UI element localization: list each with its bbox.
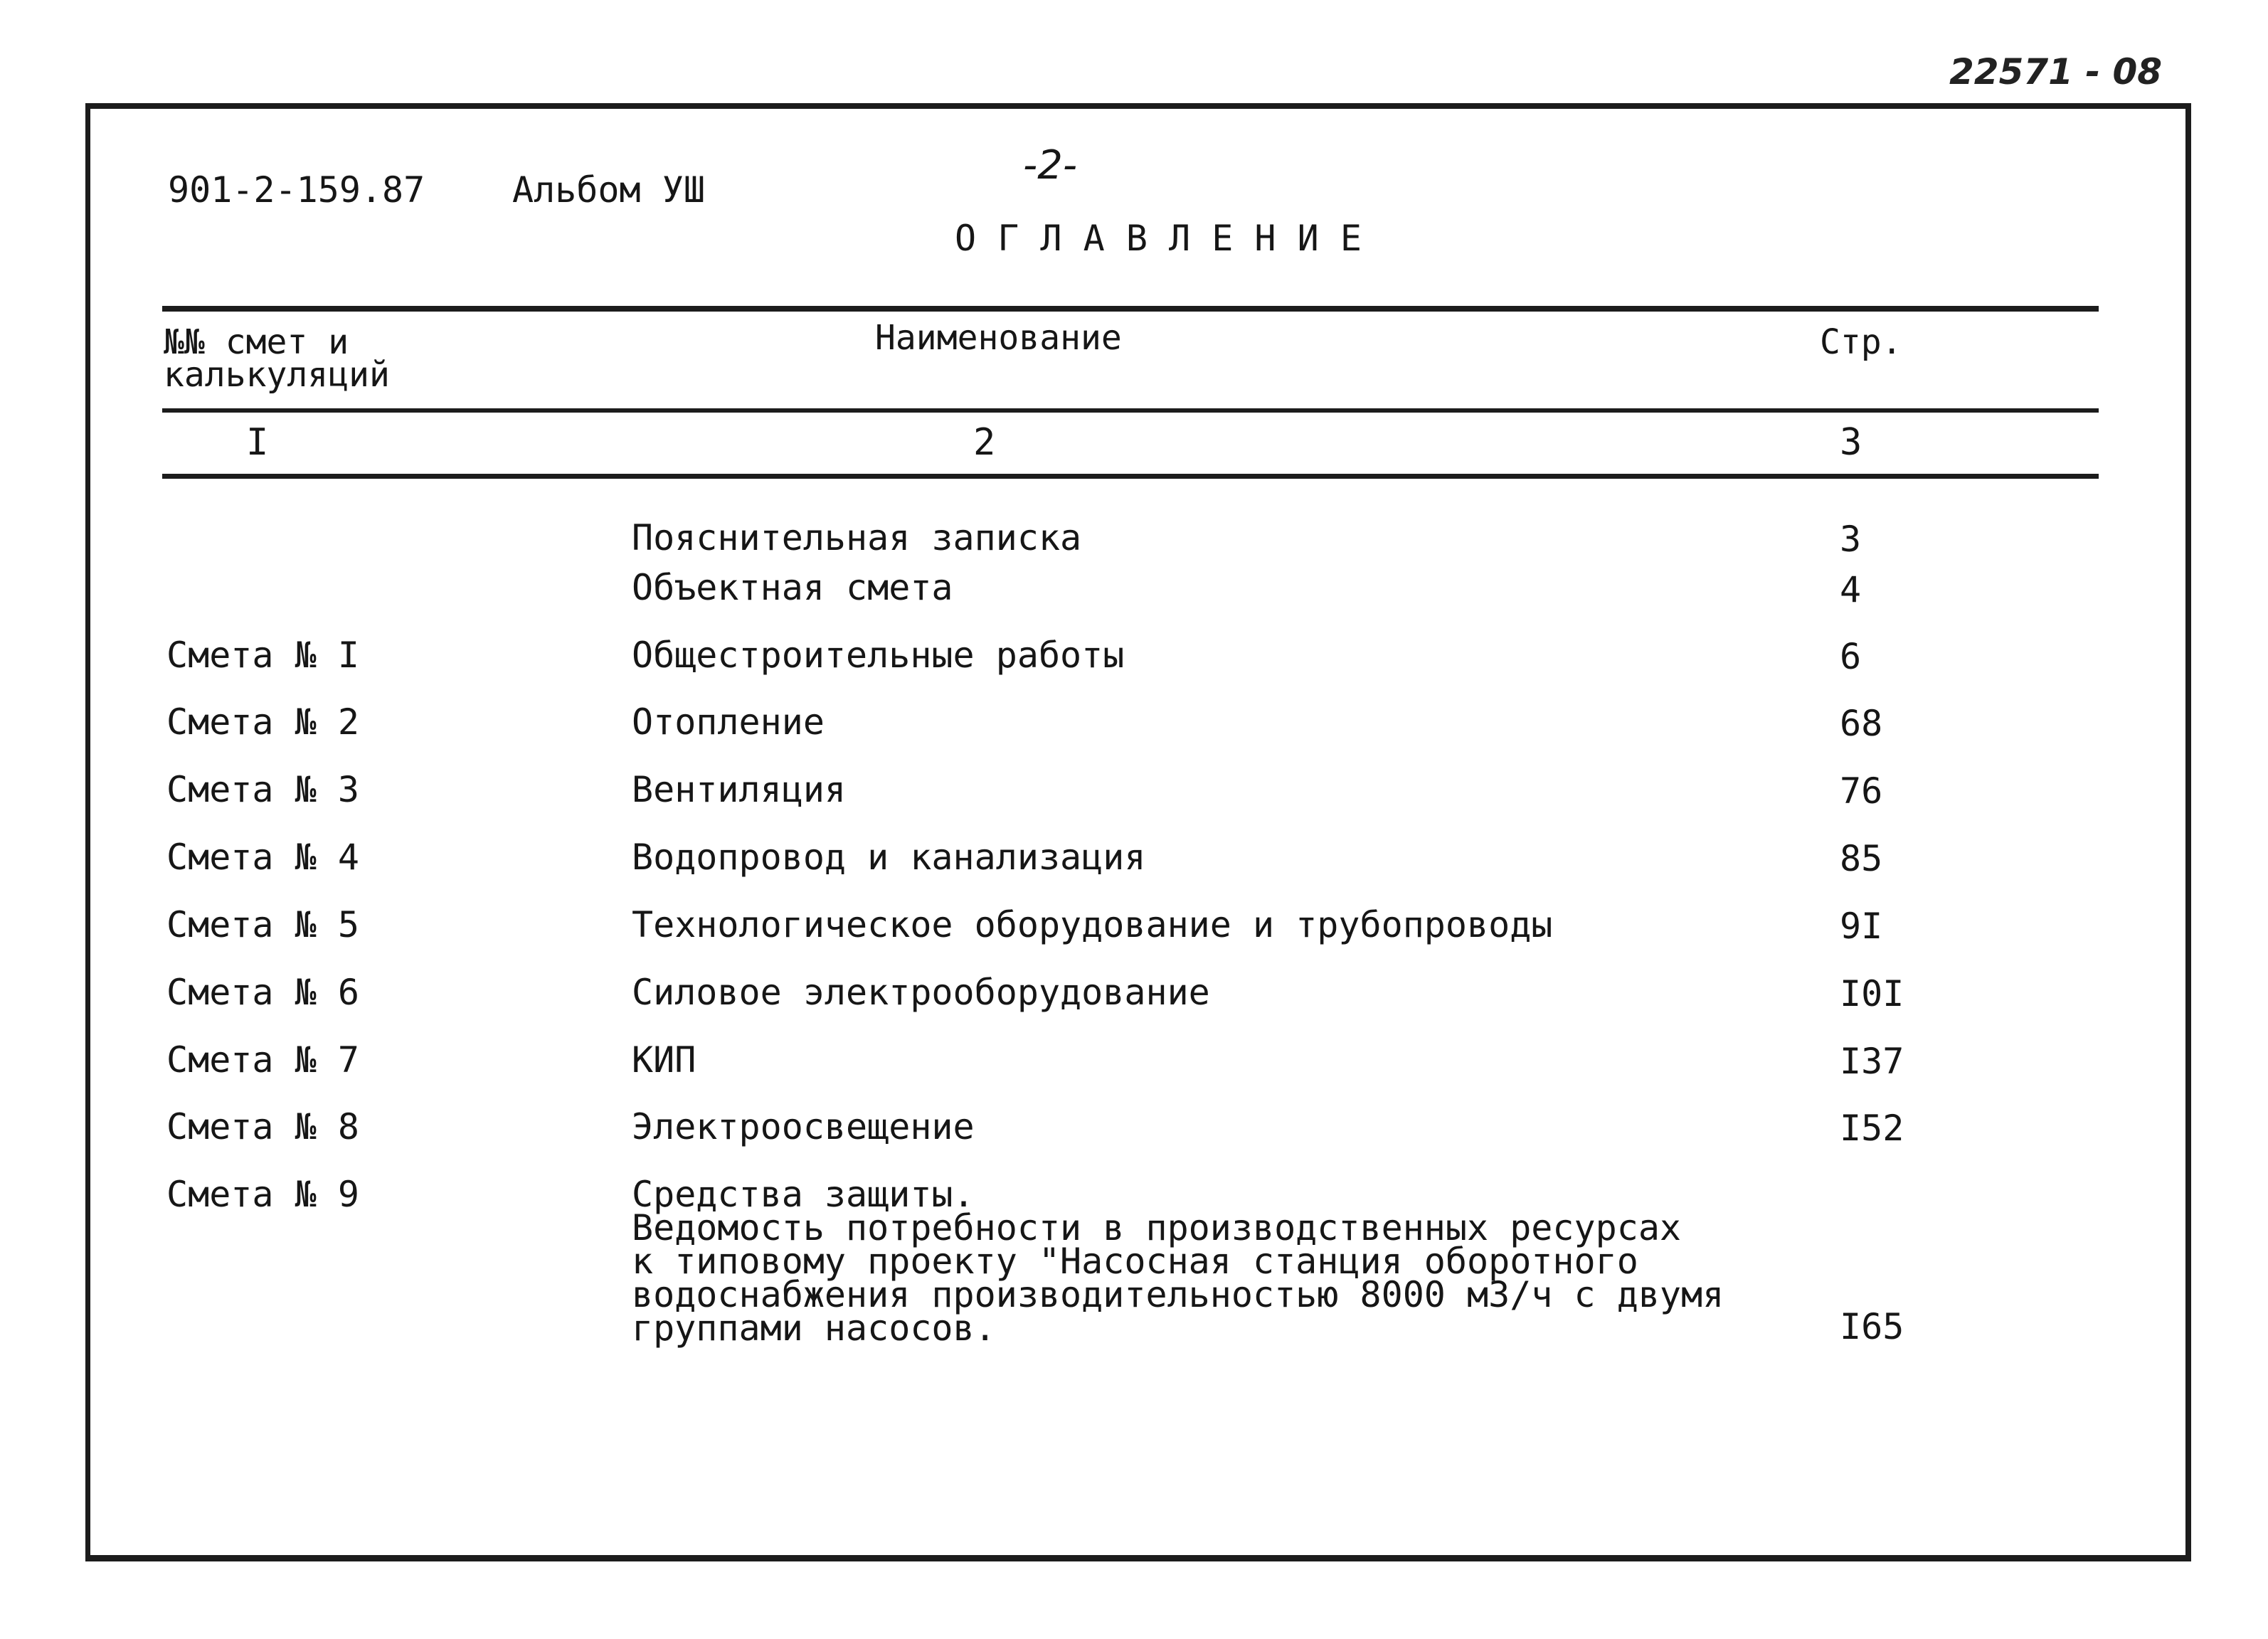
row-name: Водопровод и канализация [632,837,1146,878]
column-number-3: 3 [1840,421,1862,464]
header-name: Наименование [875,318,1122,358]
row-page: 76 [1840,770,1883,812]
row-estimate: Смета № 4 [166,837,359,878]
header-page: Стр. [1820,322,1902,362]
row-estimate: Смета № 3 [166,769,359,810]
album-label: Альбом УШ [512,169,705,211]
row-name: Объектная смета [632,567,953,608]
row-name: Общестроительные работы [632,635,1125,676]
row-page: I65 [1840,1306,1904,1347]
document-code: 901-2-159.87 [168,169,425,211]
row-estimate: Смета № 7 [166,1039,359,1081]
row-page: 6 [1840,636,1862,677]
row-name: Пояснительная записка [632,517,1082,558]
row-name: КИП [632,1039,696,1081]
row-name: Средства защиты. Ведомость потребности в производственных ресурсах к типовому проекту "Насосная станция оборотного водоснабжения производительностью 8000 м3/ч с двумя группами насосов. [632,1174,1724,1349]
column-number-1: I [246,421,269,464]
column-number-2: 2 [973,421,996,464]
row-page: 4 [1840,569,1862,610]
column-number-rule [162,474,2099,479]
row-name: Технологическое оборудование и трубопроводы [632,904,1553,945]
row-estimate: Смета № 9 [166,1174,359,1215]
archive-stamp: 22571 - 08 [1949,51,2163,92]
header-estimates: №№ смет и калькуляций [164,322,390,395]
table-top-rule [162,306,2099,312]
row-page: I0I [1840,973,1904,1014]
page-title: О Г Л А В Л Е Н И Е [955,218,1362,259]
row-estimate: Смета № 5 [166,904,359,945]
page-number: -2- [1023,142,1078,189]
header-bottom-rule [162,408,2099,413]
row-page: I37 [1840,1041,1904,1082]
row-name: Вентиляция [632,769,847,810]
row-page: 85 [1840,838,1883,879]
row-name: Отопление [632,701,825,743]
row-page: I52 [1840,1108,1904,1149]
row-page: 9I [1840,906,1883,947]
row-estimate: Смета № 2 [166,701,359,743]
row-estimate: Смета № I [166,635,359,676]
row-page: 68 [1840,703,1883,744]
row-page: 3 [1840,519,1862,560]
row-name: Электроосвещение [632,1106,975,1147]
row-estimate: Смета № 6 [166,972,359,1013]
row-estimate: Смета № 8 [166,1106,359,1147]
row-name: Силовое электрооборудование [632,972,1210,1013]
